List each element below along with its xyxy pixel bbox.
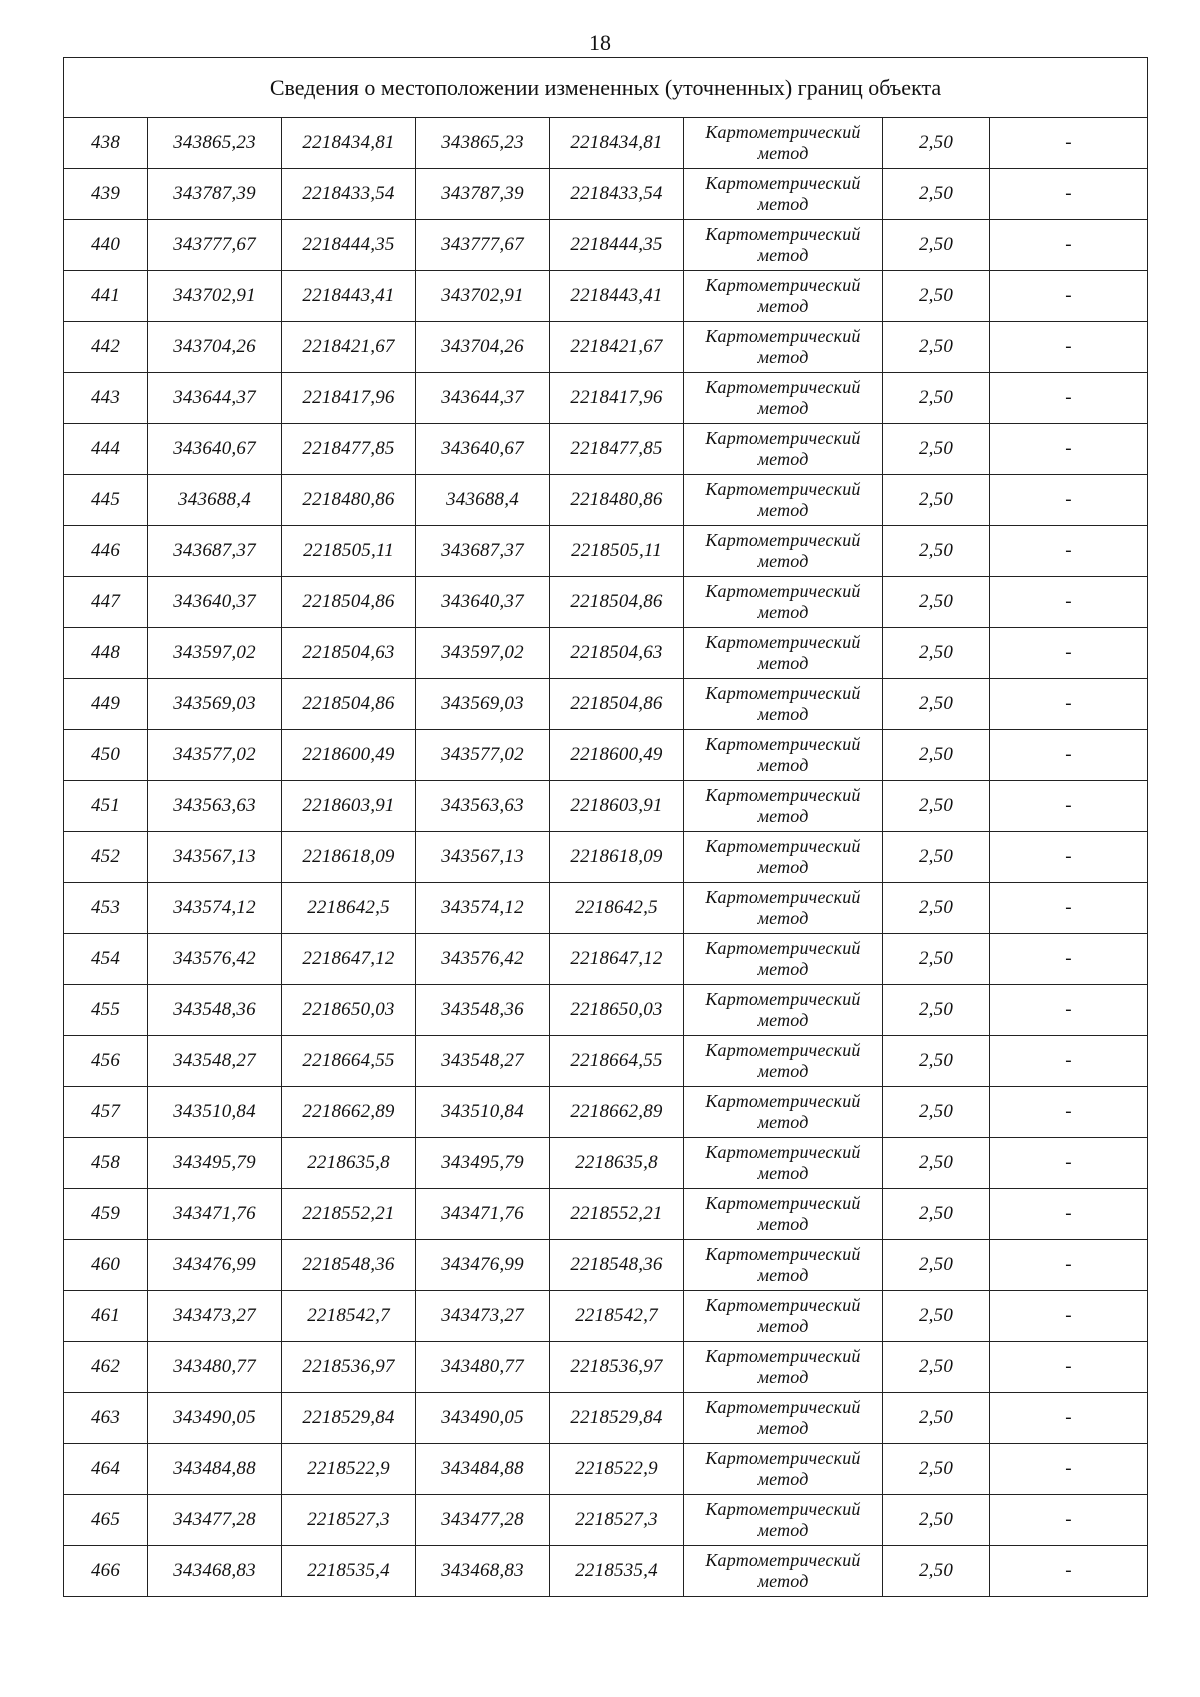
existing-y-cell: 2218504,63 (282, 628, 416, 679)
existing-x-cell: 343471,76 (148, 1189, 282, 1240)
table-row (64, 1546, 1148, 1597)
refined-x-cell: 343563,63 (416, 781, 550, 832)
table-row (64, 475, 1148, 526)
refined-y-cell: 2218542,7 (550, 1291, 684, 1342)
refined-y-cell: 2218548,36 (550, 1240, 684, 1291)
table-title: Сведения о местоположении измененных (уточненных) границ объекта (64, 58, 1148, 118)
existing-y-cell: 2218444,35 (282, 220, 416, 271)
note-cell: - (990, 1342, 1148, 1393)
refined-y-cell: 2218635,8 (550, 1138, 684, 1189)
existing-x-cell: 343688,4 (148, 475, 282, 526)
table-row (64, 1291, 1148, 1342)
refined-y-cell: 2218647,12 (550, 934, 684, 985)
existing-y-cell: 2218662,89 (282, 1087, 416, 1138)
existing-y-cell: 2218600,49 (282, 730, 416, 781)
point-number-cell: 448 (64, 628, 148, 679)
point-number-cell: 450 (64, 730, 148, 781)
existing-y-cell: 2218433,54 (282, 169, 416, 220)
refined-y-cell: 2218650,03 (550, 985, 684, 1036)
refined-x-cell: 343548,36 (416, 985, 550, 1036)
refined-x-cell: 343597,02 (416, 628, 550, 679)
table-row (64, 985, 1148, 1036)
existing-x-cell: 343473,27 (148, 1291, 282, 1342)
existing-x-cell: 343563,63 (148, 781, 282, 832)
point-number-cell: 445 (64, 475, 148, 526)
point-number-cell: 464 (64, 1444, 148, 1495)
table-row (64, 1444, 1148, 1495)
existing-y-cell: 2218650,03 (282, 985, 416, 1036)
point-number-cell: 466 (64, 1546, 148, 1597)
refined-x-cell: 343688,4 (416, 475, 550, 526)
note-cell: - (990, 985, 1148, 1036)
existing-y-cell: 2218618,09 (282, 832, 416, 883)
table-row (64, 883, 1148, 934)
table-row (64, 1189, 1148, 1240)
existing-y-cell: 2218642,5 (282, 883, 416, 934)
existing-x-cell: 343640,67 (148, 424, 282, 475)
accuracy-cell: 2,50 (883, 1036, 990, 1087)
refined-y-cell: 2218480,86 (550, 475, 684, 526)
refined-x-cell: 343865,23 (416, 118, 550, 169)
note-cell: - (990, 832, 1148, 883)
accuracy-cell: 2,50 (883, 1342, 990, 1393)
accuracy-cell: 2,50 (883, 220, 990, 271)
note-cell: - (990, 628, 1148, 679)
refined-y-cell: 2218443,41 (550, 271, 684, 322)
refined-y-cell: 2218417,96 (550, 373, 684, 424)
accuracy-cell: 2,50 (883, 985, 990, 1036)
method-cell: Картометрический метод (684, 1291, 883, 1342)
refined-y-cell: 2218603,91 (550, 781, 684, 832)
method-cell: Картометрический метод (684, 832, 883, 883)
refined-x-cell: 343640,37 (416, 577, 550, 628)
accuracy-cell: 2,50 (883, 577, 990, 628)
existing-x-cell: 343576,42 (148, 934, 282, 985)
refined-x-cell: 343468,83 (416, 1546, 550, 1597)
method-cell: Картометрический метод (684, 169, 883, 220)
refined-x-cell: 343510,84 (416, 1087, 550, 1138)
existing-y-cell: 2218635,8 (282, 1138, 416, 1189)
table-title-row (64, 58, 1148, 118)
existing-x-cell: 343574,12 (148, 883, 282, 934)
accuracy-cell: 2,50 (883, 1138, 990, 1189)
method-cell: Картометрический метод (684, 1444, 883, 1495)
table-row (64, 271, 1148, 322)
refined-x-cell: 343548,27 (416, 1036, 550, 1087)
refined-y-cell: 2218504,86 (550, 679, 684, 730)
page-number: 18 (589, 30, 611, 55)
accuracy-cell: 2,50 (883, 883, 990, 934)
table-row (64, 679, 1148, 730)
table-row (64, 577, 1148, 628)
refined-y-cell: 2218642,5 (550, 883, 684, 934)
existing-x-cell: 343787,39 (148, 169, 282, 220)
note-cell: - (990, 1291, 1148, 1342)
note-cell: - (990, 781, 1148, 832)
table-row (64, 934, 1148, 985)
method-cell: Картометрический метод (684, 985, 883, 1036)
table-row (64, 1138, 1148, 1189)
method-cell: Картометрический метод (684, 118, 883, 169)
refined-y-cell: 2218421,67 (550, 322, 684, 373)
table-row (64, 169, 1148, 220)
refined-x-cell: 343777,67 (416, 220, 550, 271)
method-cell: Картометрический метод (684, 934, 883, 985)
refined-y-cell: 2218600,49 (550, 730, 684, 781)
existing-x-cell: 343548,27 (148, 1036, 282, 1087)
refined-x-cell: 343702,91 (416, 271, 550, 322)
existing-y-cell: 2218542,7 (282, 1291, 416, 1342)
method-cell: Картометрический метод (684, 373, 883, 424)
accuracy-cell: 2,50 (883, 1291, 990, 1342)
refined-x-cell: 343471,76 (416, 1189, 550, 1240)
existing-x-cell: 343548,36 (148, 985, 282, 1036)
existing-x-cell: 343477,28 (148, 1495, 282, 1546)
existing-y-cell: 2218434,81 (282, 118, 416, 169)
point-number-cell: 462 (64, 1342, 148, 1393)
accuracy-cell: 2,50 (883, 832, 990, 883)
point-number-cell: 443 (64, 373, 148, 424)
note-cell: - (990, 118, 1148, 169)
refined-x-cell: 343567,13 (416, 832, 550, 883)
note-cell: - (990, 1546, 1148, 1597)
note-cell: - (990, 934, 1148, 985)
existing-y-cell: 2218477,85 (282, 424, 416, 475)
refined-x-cell: 343787,39 (416, 169, 550, 220)
method-cell: Картометрический метод (684, 781, 883, 832)
method-cell: Картометрический метод (684, 730, 883, 781)
refined-x-cell: 343687,37 (416, 526, 550, 577)
existing-y-cell: 2218527,3 (282, 1495, 416, 1546)
note-cell: - (990, 883, 1148, 934)
refined-y-cell: 2218664,55 (550, 1036, 684, 1087)
accuracy-cell: 2,50 (883, 475, 990, 526)
refined-x-cell: 343484,88 (416, 1444, 550, 1495)
existing-x-cell: 343468,83 (148, 1546, 282, 1597)
existing-y-cell: 2218417,96 (282, 373, 416, 424)
table-row (64, 220, 1148, 271)
accuracy-cell: 2,50 (883, 271, 990, 322)
accuracy-cell: 2,50 (883, 781, 990, 832)
existing-x-cell: 343865,23 (148, 118, 282, 169)
existing-y-cell: 2218505,11 (282, 526, 416, 577)
existing-x-cell: 343476,99 (148, 1240, 282, 1291)
existing-x-cell: 343567,13 (148, 832, 282, 883)
existing-x-cell: 343577,02 (148, 730, 282, 781)
refined-y-cell: 2218527,3 (550, 1495, 684, 1546)
table-row (64, 1495, 1148, 1546)
existing-y-cell: 2218504,86 (282, 679, 416, 730)
note-cell: - (990, 373, 1148, 424)
note-cell: - (990, 730, 1148, 781)
accuracy-cell: 2,50 (883, 424, 990, 475)
method-cell: Картометрический метод (684, 628, 883, 679)
table-row (64, 1342, 1148, 1393)
point-number-cell: 461 (64, 1291, 148, 1342)
method-cell: Картометрический метод (684, 679, 883, 730)
accuracy-cell: 2,50 (883, 1189, 990, 1240)
existing-x-cell: 343495,79 (148, 1138, 282, 1189)
note-cell: - (990, 1036, 1148, 1087)
table-row (64, 424, 1148, 475)
point-number-cell: 439 (64, 169, 148, 220)
accuracy-cell: 2,50 (883, 1546, 990, 1597)
note-cell: - (990, 1189, 1148, 1240)
accuracy-cell: 2,50 (883, 1087, 990, 1138)
refined-y-cell: 2218662,89 (550, 1087, 684, 1138)
point-number-cell: 444 (64, 424, 148, 475)
boundary-coordinates-table (63, 57, 1148, 1597)
table-row (64, 1393, 1148, 1444)
existing-y-cell: 2218548,36 (282, 1240, 416, 1291)
table-row (64, 628, 1148, 679)
existing-y-cell: 2218529,84 (282, 1393, 416, 1444)
existing-x-cell: 343640,37 (148, 577, 282, 628)
refined-x-cell: 343476,99 (416, 1240, 550, 1291)
method-cell: Картометрический метод (684, 1495, 883, 1546)
method-cell: Картометрический метод (684, 271, 883, 322)
table-row (64, 373, 1148, 424)
point-number-cell: 459 (64, 1189, 148, 1240)
refined-y-cell: 2218434,81 (550, 118, 684, 169)
refined-y-cell: 2218444,35 (550, 220, 684, 271)
existing-x-cell: 343704,26 (148, 322, 282, 373)
note-cell: - (990, 271, 1148, 322)
existing-x-cell: 343510,84 (148, 1087, 282, 1138)
refined-x-cell: 343640,67 (416, 424, 550, 475)
existing-x-cell: 343644,37 (148, 373, 282, 424)
point-number-cell: 463 (64, 1393, 148, 1444)
existing-y-cell: 2218603,91 (282, 781, 416, 832)
point-number-cell: 465 (64, 1495, 148, 1546)
refined-x-cell: 343490,05 (416, 1393, 550, 1444)
refined-x-cell: 343644,37 (416, 373, 550, 424)
table-row (64, 322, 1148, 373)
existing-y-cell: 2218504,86 (282, 577, 416, 628)
refined-y-cell: 2218522,9 (550, 1444, 684, 1495)
existing-y-cell: 2218535,4 (282, 1546, 416, 1597)
refined-y-cell: 2218433,54 (550, 169, 684, 220)
note-cell: - (990, 679, 1148, 730)
existing-x-cell: 343597,02 (148, 628, 282, 679)
accuracy-cell: 2,50 (883, 628, 990, 679)
existing-x-cell: 343484,88 (148, 1444, 282, 1495)
table-body (64, 58, 1148, 1597)
existing-x-cell: 343569,03 (148, 679, 282, 730)
method-cell: Картометрический метод (684, 322, 883, 373)
accuracy-cell: 2,50 (883, 526, 990, 577)
refined-x-cell: 343574,12 (416, 883, 550, 934)
method-cell: Картометрический метод (684, 1138, 883, 1189)
point-number-cell: 460 (64, 1240, 148, 1291)
note-cell: - (990, 1393, 1148, 1444)
note-cell: - (990, 1087, 1148, 1138)
accuracy-cell: 2,50 (883, 373, 990, 424)
note-cell: - (990, 475, 1148, 526)
existing-y-cell: 2218552,21 (282, 1189, 416, 1240)
existing-x-cell: 343480,77 (148, 1342, 282, 1393)
existing-y-cell: 2218443,41 (282, 271, 416, 322)
accuracy-cell: 2,50 (883, 934, 990, 985)
point-number-cell: 451 (64, 781, 148, 832)
table-row (64, 1087, 1148, 1138)
accuracy-cell: 2,50 (883, 1240, 990, 1291)
accuracy-cell: 2,50 (883, 118, 990, 169)
accuracy-cell: 2,50 (883, 169, 990, 220)
method-cell: Картометрический метод (684, 1036, 883, 1087)
refined-y-cell: 2218529,84 (550, 1393, 684, 1444)
method-cell: Картометрический метод (684, 1087, 883, 1138)
method-cell: Картометрический метод (684, 1546, 883, 1597)
existing-x-cell: 343490,05 (148, 1393, 282, 1444)
point-number-cell: 455 (64, 985, 148, 1036)
point-number-cell: 458 (64, 1138, 148, 1189)
point-number-cell: 453 (64, 883, 148, 934)
refined-x-cell: 343569,03 (416, 679, 550, 730)
refined-y-cell: 2218477,85 (550, 424, 684, 475)
point-number-cell: 440 (64, 220, 148, 271)
note-cell: - (990, 1138, 1148, 1189)
existing-x-cell: 343777,67 (148, 220, 282, 271)
method-cell: Картометрический метод (684, 1240, 883, 1291)
table-row (64, 730, 1148, 781)
refined-y-cell: 2218536,97 (550, 1342, 684, 1393)
note-cell: - (990, 1444, 1148, 1495)
accuracy-cell: 2,50 (883, 679, 990, 730)
point-number-cell: 441 (64, 271, 148, 322)
point-number-cell: 454 (64, 934, 148, 985)
refined-y-cell: 2218505,11 (550, 526, 684, 577)
method-cell: Картометрический метод (684, 526, 883, 577)
note-cell: - (990, 322, 1148, 373)
refined-x-cell: 343480,77 (416, 1342, 550, 1393)
refined-x-cell: 343473,27 (416, 1291, 550, 1342)
note-cell: - (990, 424, 1148, 475)
point-number-cell: 446 (64, 526, 148, 577)
existing-y-cell: 2218480,86 (282, 475, 416, 526)
note-cell: - (990, 1240, 1148, 1291)
refined-x-cell: 343495,79 (416, 1138, 550, 1189)
existing-x-cell: 343702,91 (148, 271, 282, 322)
accuracy-cell: 2,50 (883, 1444, 990, 1495)
method-cell: Картометрический метод (684, 1393, 883, 1444)
point-number-cell: 449 (64, 679, 148, 730)
refined-y-cell: 2218552,21 (550, 1189, 684, 1240)
refined-x-cell: 343576,42 (416, 934, 550, 985)
existing-y-cell: 2218421,67 (282, 322, 416, 373)
accuracy-cell: 2,50 (883, 1393, 990, 1444)
method-cell: Картометрический метод (684, 220, 883, 271)
method-cell: Картометрический метод (684, 1189, 883, 1240)
existing-y-cell: 2218647,12 (282, 934, 416, 985)
note-cell: - (990, 220, 1148, 271)
point-number-cell: 447 (64, 577, 148, 628)
method-cell: Картометрический метод (684, 577, 883, 628)
note-cell: - (990, 577, 1148, 628)
table-row (64, 1036, 1148, 1087)
table-row (64, 118, 1148, 169)
refined-y-cell: 2218618,09 (550, 832, 684, 883)
note-cell: - (990, 169, 1148, 220)
accuracy-cell: 2,50 (883, 730, 990, 781)
method-cell: Картометрический метод (684, 424, 883, 475)
existing-y-cell: 2218664,55 (282, 1036, 416, 1087)
point-number-cell: 457 (64, 1087, 148, 1138)
accuracy-cell: 2,50 (883, 1495, 990, 1546)
point-number-cell: 438 (64, 118, 148, 169)
note-cell: - (990, 1495, 1148, 1546)
method-cell: Картометрический метод (684, 475, 883, 526)
table-row (64, 781, 1148, 832)
method-cell: Картометрический метод (684, 1342, 883, 1393)
existing-y-cell: 2218536,97 (282, 1342, 416, 1393)
table-row (64, 526, 1148, 577)
point-number-cell: 442 (64, 322, 148, 373)
table-row (64, 832, 1148, 883)
refined-y-cell: 2218535,4 (550, 1546, 684, 1597)
refined-x-cell: 343704,26 (416, 322, 550, 373)
refined-x-cell: 343577,02 (416, 730, 550, 781)
refined-y-cell: 2218504,86 (550, 577, 684, 628)
method-cell: Картометрический метод (684, 883, 883, 934)
point-number-cell: 452 (64, 832, 148, 883)
table-row (64, 1240, 1148, 1291)
existing-y-cell: 2218522,9 (282, 1444, 416, 1495)
refined-y-cell: 2218504,63 (550, 628, 684, 679)
refined-x-cell: 343477,28 (416, 1495, 550, 1546)
note-cell: - (990, 526, 1148, 577)
point-number-cell: 456 (64, 1036, 148, 1087)
existing-x-cell: 343687,37 (148, 526, 282, 577)
accuracy-cell: 2,50 (883, 322, 990, 373)
